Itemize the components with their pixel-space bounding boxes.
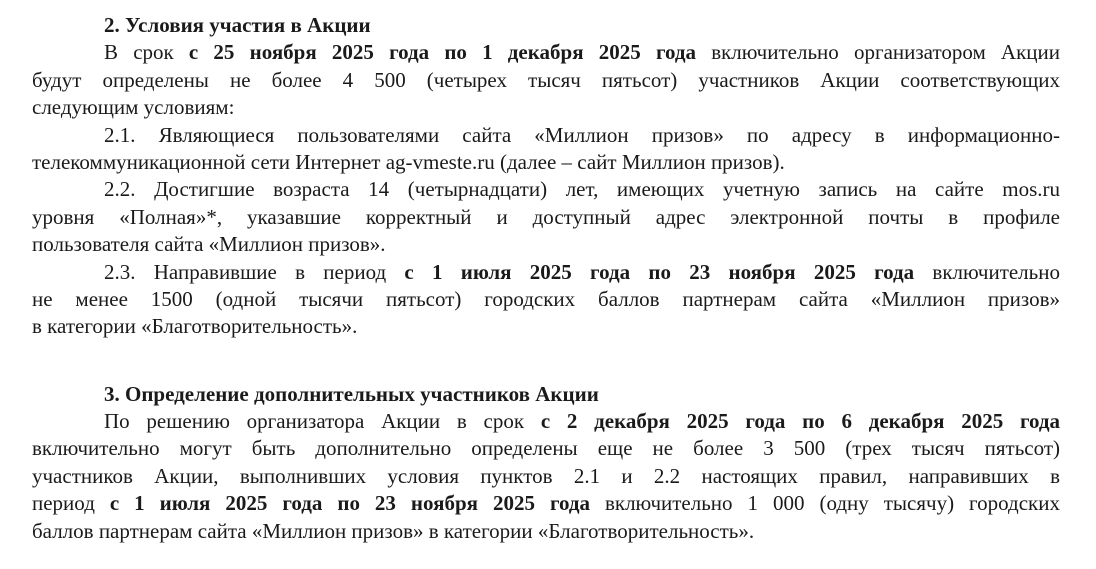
text-run: В срок: [104, 40, 189, 65]
item-2-2-line-2: уровня «Полная»*, указавшие корректный и доступный адрес электронной почты в профиле: [32, 204, 1060, 229]
section-spacer: [32, 341, 1060, 381]
text-run: период: [32, 491, 110, 516]
item-2-2-line-1: 2.2. Достигшие возраста 14 (четырнадцати) лет, имеющих учетную запись на сайте mos.ru: [104, 177, 1060, 202]
item-2-2-line-3: пользователя сайта «Миллион призов».: [32, 232, 386, 257]
section-3-line-2: включительно могут быть дополнительно определены еще не более 3 500 (трех тысяч пятьсот): [32, 436, 1060, 461]
text-run: включительно 1 000 (одну тысячу) городских: [589, 491, 1060, 516]
section-3-heading: 3. Определение дополнительных участников Акции: [104, 381, 599, 406]
section-2-intro-line-1: [32, 39, 1060, 66]
bold-date-range: с 2 декабря 2025 года по 6 декабря 2025 года: [540, 409, 1061, 434]
item-2-3-line-1: [32, 259, 1060, 286]
document-page: [32, 12, 1060, 545]
text-run: 2.3. Направившие в период: [104, 259, 405, 284]
section-2-intro-line-3: следующим условиям:: [32, 95, 235, 120]
item-2-1-line-1: 2.1. Являющиеся пользователями сайта «Миллион призов» по адресу в информационно-: [104, 122, 1060, 147]
section-3-line-1: [32, 408, 1060, 435]
section-3-line-3: участников Акции, выполнивших условия пунктов 2.1 и 2.2 настоящих правил, направивших в: [32, 463, 1060, 488]
section-2-heading: 2. Условия участия в Акции: [104, 13, 371, 37]
text-run: включительно организатором Акции: [696, 40, 1061, 65]
section-3-line-4: [32, 490, 1060, 517]
bold-date-range: с 1 июля 2025 года по 23 ноября 2025 года: [404, 259, 915, 284]
bold-date-range: с 25 ноября 2025 года по 1 декабря 2025 года: [188, 40, 696, 65]
text-run: включительно: [914, 259, 1060, 284]
item-2-1-line-2: телекоммуникационной сети Интернет ag-vmeste.ru (далее – сайт Миллион призов).: [32, 149, 785, 174]
text-run: По решению организатора Акции в срок: [104, 409, 541, 434]
bold-date-range: с 1 июля 2025 года по 23 ноября 2025 года: [109, 491, 590, 516]
section-2-intro-line-2: будут определены не более 4 500 (четырех тысяч пятьсот) участников Акции соответствующих: [32, 67, 1060, 92]
item-2-3-line-3: в категории «Благотворительность».: [32, 314, 358, 339]
item-2-3-line-2: не менее 1500 (одной тысячи пятьсот) городских баллов партнерам сайта «Миллион призов»: [32, 286, 1060, 311]
section-3-line-5: баллов партнерам сайта «Миллион призов» в категории «Благотворительность».: [32, 518, 755, 543]
